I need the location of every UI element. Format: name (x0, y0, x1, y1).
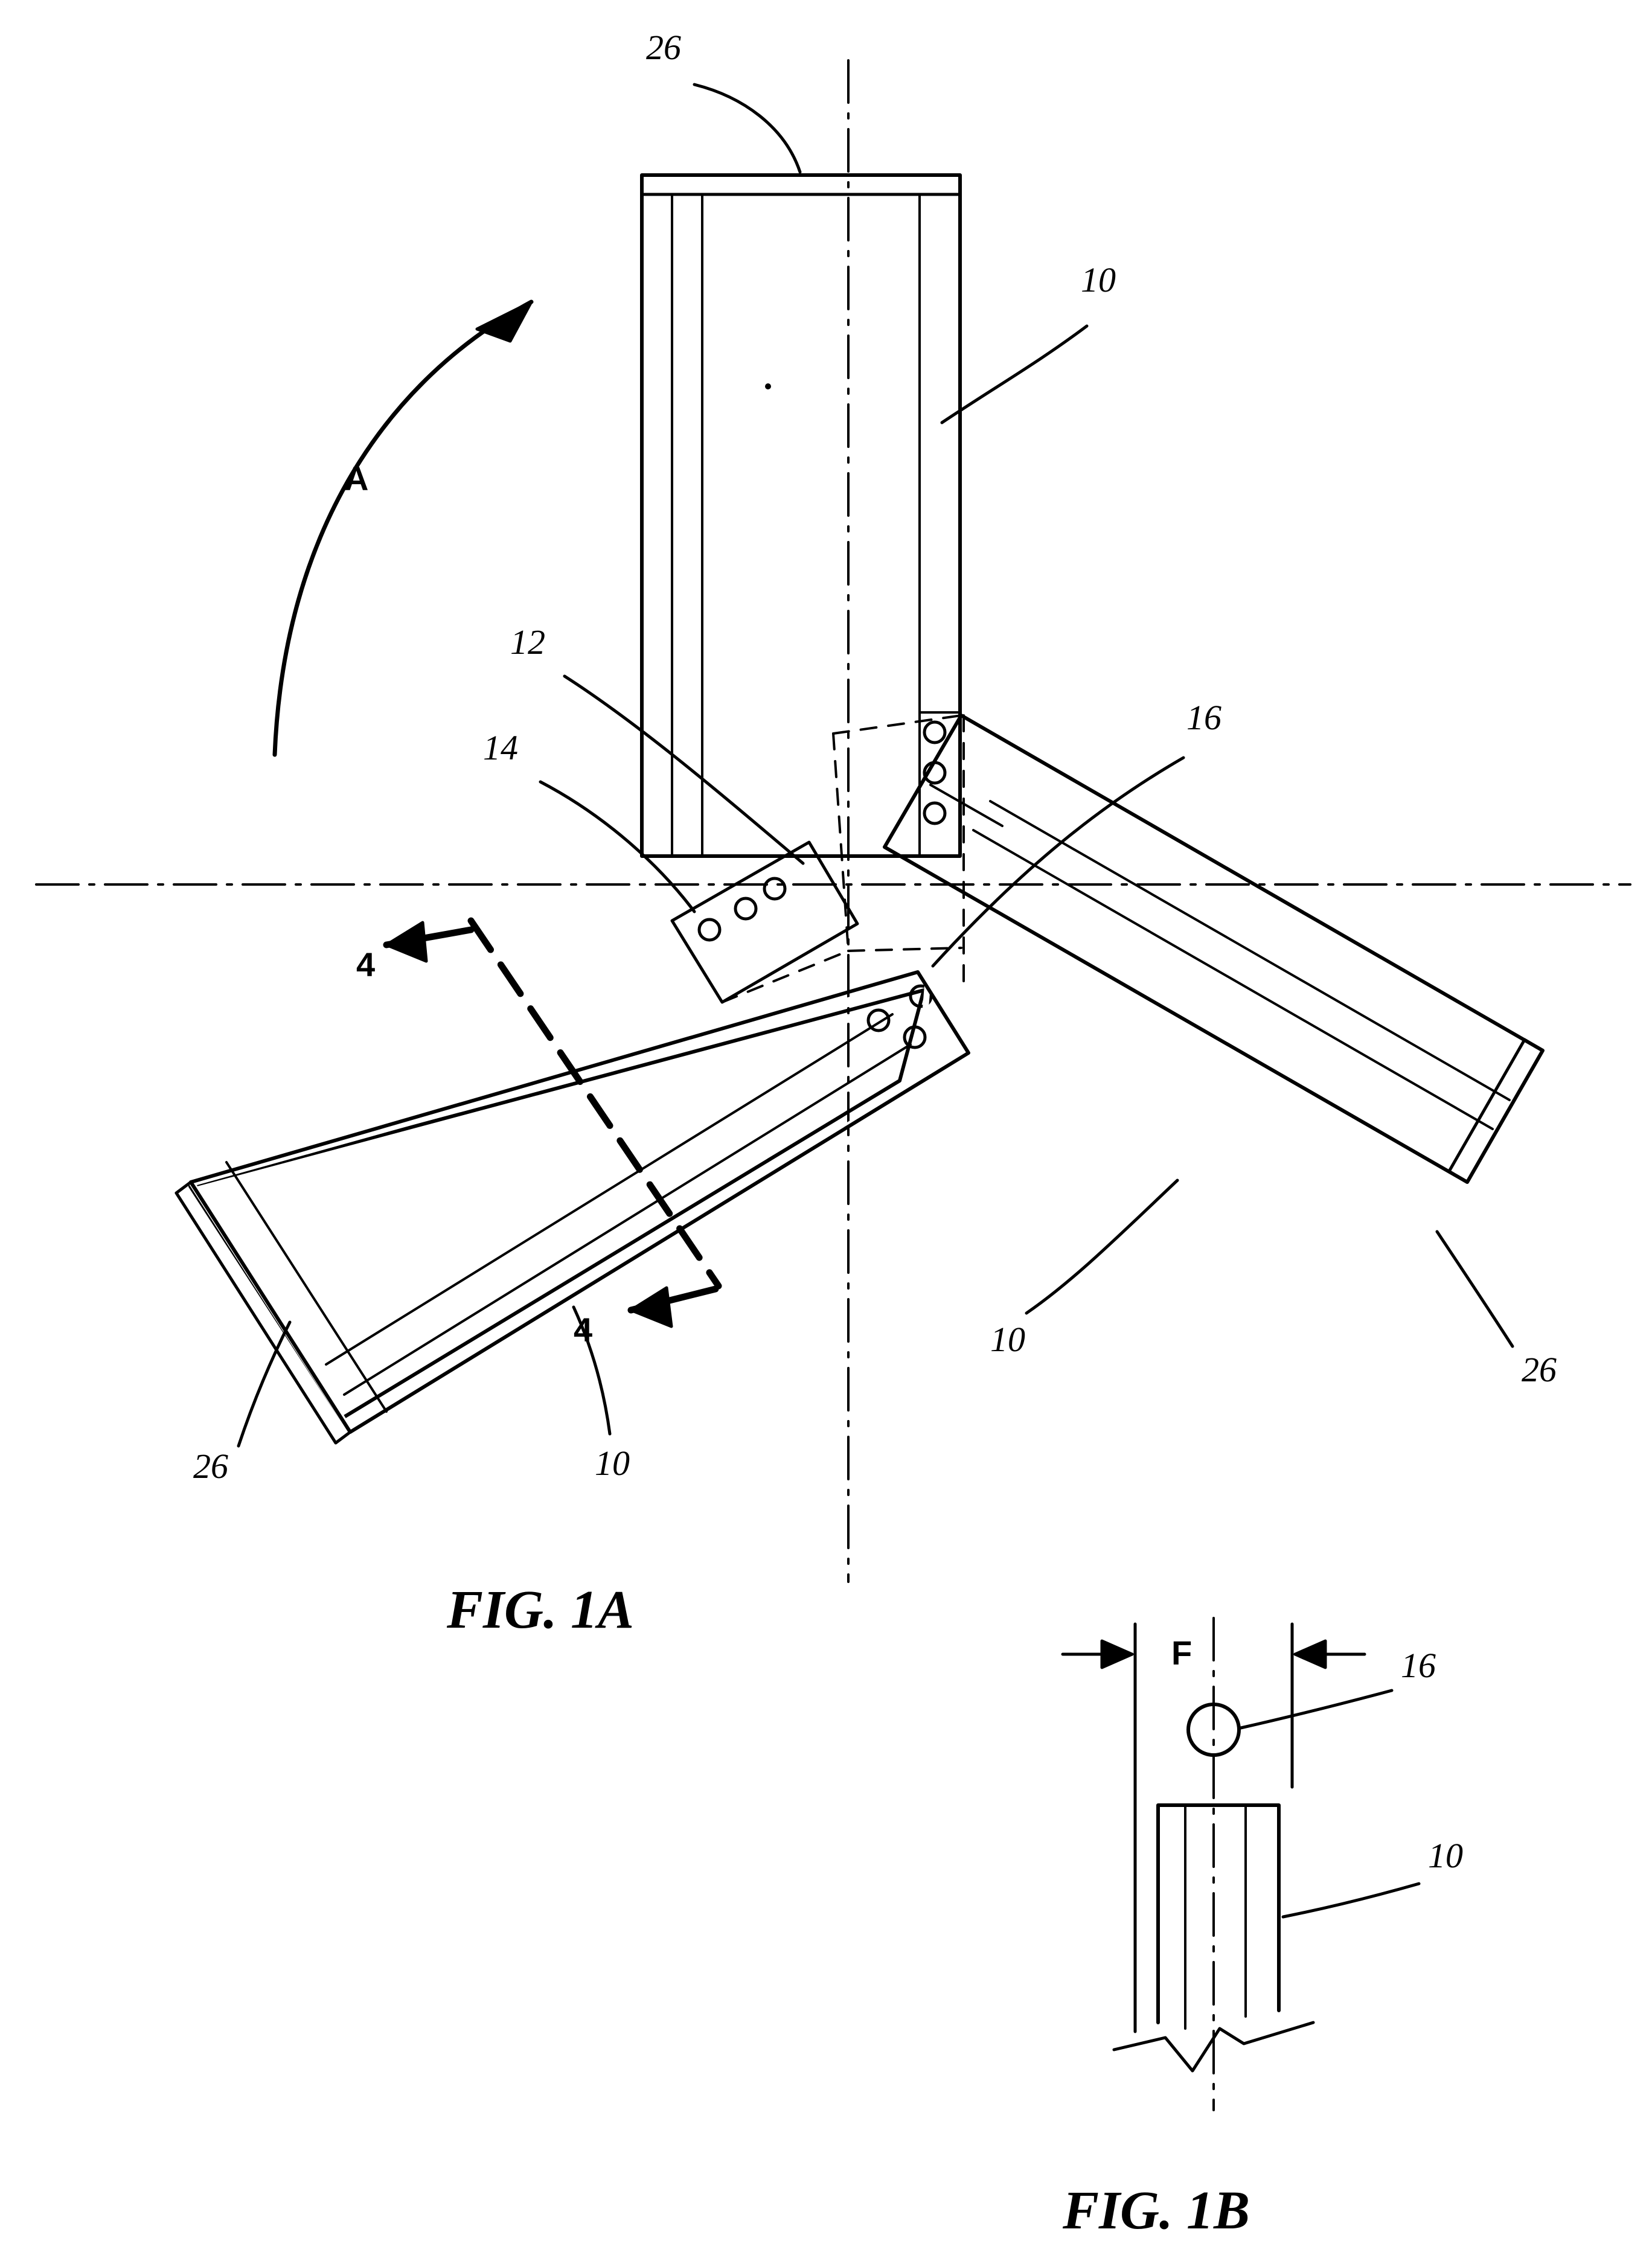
pin-hole (735, 898, 756, 919)
leader-lines-fig1a (239, 85, 1513, 1446)
ref-14: 14 (483, 728, 518, 767)
section-4-upper: 4 (356, 945, 376, 983)
ref-10-left: 10 (595, 1444, 630, 1483)
ref-26-left: 26 (193, 1447, 228, 1486)
pin-hole (699, 919, 720, 940)
slat-top (642, 175, 960, 856)
ref-10-right: 10 (990, 1320, 1025, 1359)
pin-hole (868, 1010, 889, 1031)
fig-1a-caption: FIG. 1A (447, 1580, 635, 1640)
ref-10-fig1b: 10 (1428, 1836, 1463, 1875)
slat-right (885, 715, 1543, 1182)
ref-16-fig1a: 16 (1186, 698, 1221, 737)
force-f: F (1171, 1634, 1193, 1672)
motion-arrow-a: A (344, 459, 369, 497)
hinge-plate-14 (672, 842, 857, 1002)
ref-16-fig1b: 16 (1401, 1646, 1436, 1685)
ref-10-top: 10 (1081, 260, 1116, 299)
fig-1b-caption: FIG. 1B (1063, 2181, 1250, 2240)
pin-hole (924, 803, 945, 823)
pin-hole (764, 878, 785, 899)
pin-hole (924, 722, 945, 743)
ref-12: 12 (510, 622, 545, 662)
slat-lower-left-body (176, 966, 968, 1443)
ref-26-right: 26 (1522, 1350, 1557, 1389)
section-arrow-lower (631, 1288, 716, 1326)
ref-26-top: 26 (646, 28, 681, 67)
slat-lower-left (190, 990, 924, 1424)
section-arrow-upper (386, 923, 471, 961)
motion-arrow-a-curve (275, 302, 531, 755)
section-line-4-4 (471, 921, 719, 1286)
hidden-construction-lines (722, 715, 964, 1002)
section-4-lower: 4 (574, 1311, 593, 1349)
